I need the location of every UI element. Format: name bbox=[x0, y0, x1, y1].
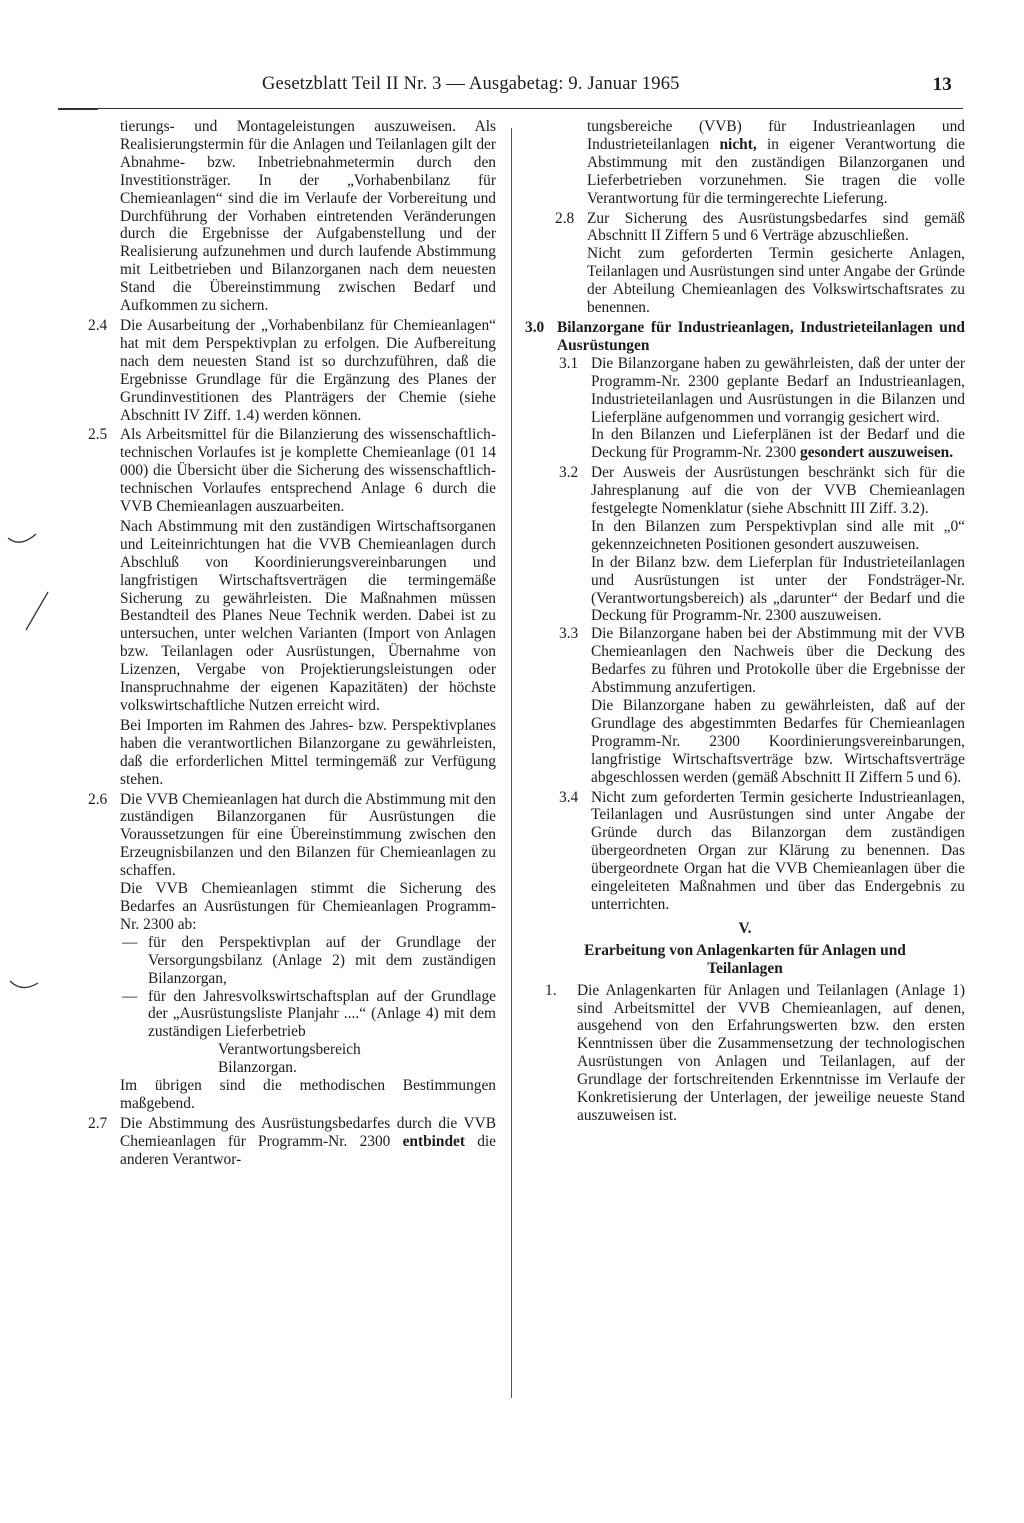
paragraph: Im übrigen sind die methodischen Bestimmungen maßgebend. bbox=[120, 1077, 496, 1112]
section-v-1 bbox=[545, 982, 965, 1125]
section-2-4 bbox=[88, 317, 496, 424]
section-2-5 bbox=[88, 426, 496, 788]
running-title: Gesetzblatt Teil II Nr. 3 — Ausgabetag: 9. Januar 1965 bbox=[262, 74, 680, 94]
paragraph bbox=[591, 426, 965, 462]
paragraph: Nicht zum geforderten Termin gesicherte Industrieanlagen, Teilanlagen und Ausrüstungen sind unter Angabe der Gründe durch das Bilanzorgan dem zuständigen übergeordneten Organ zur Klärung zu benennen. Das übergeordnete Organ hat die VVB Chemieanlagen über die eingeleiteten Maßnahmen und über das Endergebnis zu unterrichten. bbox=[591, 788, 965, 913]
paragraph bbox=[120, 1115, 496, 1169]
section-number: 2.4 bbox=[88, 316, 108, 334]
header-rule-accent bbox=[58, 108, 98, 110]
indented-line: Verantwortungsbereich bbox=[218, 1041, 361, 1059]
paragraph: für den Perspektivplan auf der Grundlage der Versorgungsbilanz (Anlage 2) mit dem zuständigen Bilanzorgan, bbox=[148, 933, 496, 987]
section-heading: Bilanzorgane für Industrieanlagen, Industrieteilanlagen und Ausrüstungen bbox=[557, 318, 965, 354]
paragraph: Nicht zum geforderten Termin gesicherte Anlagen, Teilanlagen und Ausrüstungen sind unter Angabe der Gründe der Abteilung Chemieanlagen des Volkswirtschaftsrates zu benennen. bbox=[587, 245, 965, 317]
section-number: 3.1 bbox=[559, 354, 579, 372]
paragraph: Die VVB Chemieanlagen stimmt die Sicherung des Bedarfes an Ausrüstungen für Chemieanlagen Programm-Nr. 2300 ab: bbox=[120, 880, 496, 933]
section-number: 2.6 bbox=[88, 790, 108, 808]
text-run: die anderen Verantwor- bbox=[120, 1132, 496, 1168]
continued-paragraph bbox=[525, 118, 965, 208]
section-title: Erarbeitung von Anlagenkarten für Anlagen und Teilanlagen bbox=[584, 941, 906, 977]
paragraph: In der Bilanz bzw. dem Lieferplan für Industrieteilanlagen und Ausrüstungen ist unter der Fondsträger-Nr. (Verantwortungsbereich) als „darunter“ der Bedarf und die Deckung für Programm-Nr. 2300 auszuweisen. bbox=[591, 553, 965, 625]
margin-mark-3 bbox=[8, 975, 42, 995]
text-run: Die Abstimmung des Ausrüstungsbedarfes durch die VVB Chemieanlagen für Programm-Nr. 2300 bbox=[120, 1114, 496, 1150]
section-number: 2.7 bbox=[88, 1114, 108, 1132]
section-3-1 bbox=[559, 355, 965, 462]
section-number: 3.3 bbox=[559, 625, 579, 643]
paragraph: Die Bilanzorgane haben zu gewährleisten, daß auf der Grundlage des abgestimmten Bedarfes für Chemieanlagen Programm-Nr. 2300 Koordinierungsvereinbarungen, langfristige Wirtschaftsverträge bzw. Wirtschaftsverträge abgeschlossen werden (gemäß Abschnitt II Ziffern 5 und 6). bbox=[591, 697, 965, 786]
dash-bullet: — bbox=[122, 933, 138, 951]
section-number: 2.5 bbox=[88, 426, 108, 444]
paragraph bbox=[587, 118, 965, 208]
paragraph: Die VVB Chemieanlagen hat durch die Abstimmung mit den zuständigen Bilanzorganen für Ausrüstungen die Voraussetzungen für eine Übereinstimmung zwischen den Erzeugnisbilanzen und den Bilanzen für Chemieanlagen zu schaffen. bbox=[120, 790, 496, 880]
section-3-0 bbox=[525, 319, 965, 355]
section-2-8 bbox=[555, 210, 965, 317]
left-intro bbox=[88, 118, 496, 315]
bold-text: nicht, bbox=[719, 135, 757, 153]
section-3-2 bbox=[559, 464, 965, 625]
text-run: In den Bilanzen und Lieferplänen ist der Bedarf und die Deckung für Programm-Nr. 2300 bbox=[591, 426, 965, 462]
section-number: 3.0 bbox=[525, 318, 545, 336]
paragraph: Die Anlagenkarten für Anlagen und Teilanlagen (Anlage 1) sind Arbeitsmittel der VVB Chemieanlagen, auf denen, ausgehend von den Erfahrungswerten bzw. den ersten Kenntnissen über die Zusammensetzung der technologischen Ausrüstungen von Anlagen und Teilanlagen, auf der Grundlage der fortschreitenden Erkenntnisse im Verlaufe der Konkretisierung der Unterlagen, der jeweilige neueste Stand auszuweisen ist. bbox=[577, 981, 965, 1124]
section-2-7 bbox=[88, 1115, 496, 1169]
paragraph: Die Bilanzorgane haben bei der Abstimmung mit der VVB Chemieanlagen den Nachweis über die Deckung des Bedarfes zu führen und Protokolle über die Ergebnisse der Abstimmung anzufertigen. bbox=[591, 625, 965, 697]
paragraph: In den Bilanzen zum Perspektivplan sind alle mit „0“ gekennzeichneten Positionen gesondert auszuweisen. bbox=[591, 517, 965, 553]
paragraph: für den Jahresvolkswirtschaftsplan auf der Grundlage der „Ausrüstungsliste Planjahr ....“ (Anlage 4) mit dem zuständigen Lieferbetrieb bbox=[148, 987, 496, 1041]
header-rule bbox=[58, 108, 963, 109]
text-run: tungsbereiche (VVB) für Industrieanlagen und Industrieteilanlagen bbox=[587, 118, 965, 153]
indented-line: Bilanzorgan. bbox=[218, 1059, 297, 1077]
paragraph: Bei Importen im Rahmen des Jahres- bzw. Perspektivplanes haben die verantwortlichen Bilanzorgane zu gewährleisten, daß die erforderlichen Mittel termingemäß zur Verfügung stehen. bbox=[120, 716, 496, 788]
right-column bbox=[525, 118, 965, 1125]
section-3-4 bbox=[559, 789, 965, 914]
paragraph: tierungs- und Montageleistungen auszuweisen. Als Realisierungstermin für die Anlagen und Teilanlagen gilt der Abnahme- bzw. Inbetriebnahmetermin durch den Investitionsträger. In der „Vorhabenbilanz für Chemieanlagen“ sind die im Verlaufe der Vorbereitung und Durchführung der Vorhaben eintretenden Veränderungen durch die Ergebnisse der Aufgabenstellung und der Realisierung aufzunehmen und durch laufende Abstimmung mit Leitbetrieben und Bilanzorganen nach dem neuesten Stand die Übereinstimmung zwischen Bedarf und Aufkommen zu sichern. bbox=[120, 118, 496, 315]
paragraph: Nach Abstimmung mit den zuständigen Wirtschaftsorganen und Leiteinrichtungen hat die VVB Chemieanlagen durch Abschluß von Koordinierungsvereinbarungen und langfristigen Wirtschaftsverträgen die termingemäße Sicherung zu gewährleisten. Die Maßnahmen müssen Bestandteil des Planes Neue Technik werden. Dabei ist zu untersuchen, unter welchen Varianten (Import von Anlagen bzw. Teilanlagen oder Ausrüstungen, Übernahme von Lizenzen, Vergabe von Projektierungsleistungen oder Inanspruchnahme der eigenen Kapazitäten) der höchste volkswirtschaftliche Nutzen erreicht wird. bbox=[120, 517, 496, 714]
running-header bbox=[262, 74, 952, 102]
section-2-6 bbox=[88, 791, 496, 1113]
paragraph: Der Ausweis der Ausrüstungen beschränkt sich für die Jahresplanung auf die von der VVB Chemieanlagen festgelegte Nomenklatur (siehe Abschnitt III Ziff. 3.2). bbox=[591, 464, 965, 518]
page-number: 13 bbox=[932, 74, 952, 95]
paragraph: Die Bilanzorgane haben zu gewährleisten, daß der unter der Programm-Nr. 2300 geplante Bedarf an Industrieanlagen, Industrieteilanlagen und Ausrüstungen in die Bilanzen und Lieferpläne aufgenommen und vorrangig gesichert wird. bbox=[591, 354, 965, 426]
paragraph: Als Arbeitsmittel für die Bilanzierung des wissenschaftlich-technischen Vorlaufes ist je komplette Chemieanlage (01 14 000) die Übersicht über die Sicherung des wissenschaftlich-technischen Vorlaufes entsprechend Anlage 6 durch die VVB Chemieanlagen auszuarbeiten. bbox=[120, 426, 496, 516]
section-number: 3.2 bbox=[559, 464, 579, 482]
section-number: 2.8 bbox=[555, 209, 575, 227]
left-column bbox=[88, 118, 496, 1169]
margin-mark-2 bbox=[22, 590, 52, 634]
text-run: in eigener Verantwortung die Abstimmung mit den zuständigen Bilanzorganen und Lieferbetrieben vorzunehmen. Sie tragen die volle Verantwortung für die termingerechte Lieferung. bbox=[587, 135, 966, 207]
section-number: 1. bbox=[545, 981, 557, 999]
paragraph: Zur Sicherung des Ausrüstungsbedarfes sind gemäß Abschnitt II Ziffern 5 und 6 Verträge abzuschließen. bbox=[587, 209, 965, 245]
bold-text: entbindet bbox=[402, 1132, 465, 1150]
bold-text: gesondert auszuweisen. bbox=[800, 444, 954, 462]
section-3-3 bbox=[559, 625, 965, 786]
margin-mark-1 bbox=[6, 530, 40, 550]
section-numeral: V. bbox=[738, 919, 752, 937]
dash-bullet: — bbox=[122, 987, 138, 1005]
dash-item bbox=[120, 934, 496, 988]
dash-item bbox=[120, 988, 496, 1078]
paragraph: Die Ausarbeitung der „Vorhabenbilanz für Chemieanlagen“ hat mit dem Perspektivplan zu erfolgen. Die Aufbereitung nach dem neuesten Stand ist so durchzuführen, daß die Ergebnisse Grundlage für die Ergänzung des Planes der Grundinvestitionen des Planträgers der Chemie (siehe Abschnitt IV Ziff. 1.4) werden können. bbox=[120, 316, 496, 424]
column-divider bbox=[511, 128, 512, 1398]
section-number: 3.4 bbox=[559, 788, 579, 806]
